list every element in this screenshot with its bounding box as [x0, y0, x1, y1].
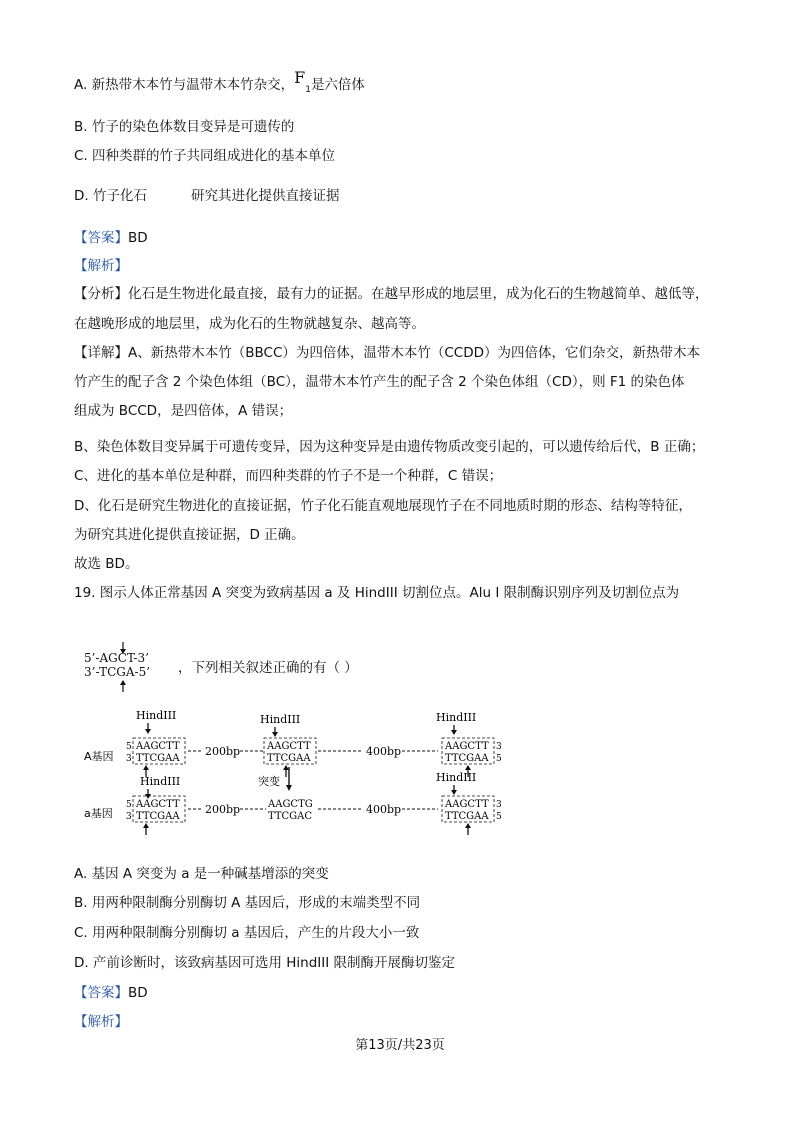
- q18-analysis-label: 【解析】: [74, 258, 128, 274]
- fenxi-text-1: 化石是生物进化最直接，最有力的证据。在越早形成的地层里，成为化石的生物越简单、越低等，: [128, 286, 709, 302]
- cut-arrow-b1-bottom: [143, 823, 149, 828]
- q18-fenxi-line-2: 在越晚形成的地层里，成为化石的生物就越复杂、越高等。: [74, 316, 425, 332]
- three-prime-b-right: 3: [496, 800, 502, 810]
- bp200-b: 200bp: [205, 803, 241, 816]
- q18-option-a: [74, 68, 365, 97]
- five-prime-b-right: 5: [496, 812, 502, 822]
- q18-detail-line-3: 组成为 BCCD，是四倍体，A 错误；: [74, 403, 293, 419]
- q18-option-a-tail: 是六倍体: [310, 77, 365, 93]
- q18-option-d-text: D. 竹子化石: [74, 188, 147, 204]
- seq-a1-top: AAGCTT: [136, 741, 180, 752]
- seq-b1-top: AAGCTT: [136, 799, 180, 810]
- page-footer: 第13页/共23页: [355, 1038, 445, 1053]
- f1-subscript: 1: [305, 85, 311, 95]
- f1-symbol: F: [294, 68, 306, 87]
- cut-arrow-a3: [451, 730, 457, 735]
- seq-a1-bottom: TTCGAA: [136, 753, 180, 764]
- seq-a3-bottom: TTCGAA: [445, 753, 489, 764]
- three-prime-b: 3: [126, 812, 132, 822]
- mut-seq-bottom: TTCGAC: [268, 811, 313, 822]
- q18-detail-line-1: [74, 343, 700, 363]
- mutation-label: 突变: [258, 775, 280, 788]
- alu-seq-bottom: 3’-TCGA-5’: [84, 665, 151, 679]
- gene-A-label: A基因: [84, 750, 114, 763]
- cut-arrow-a2-bottom: [283, 765, 289, 770]
- five-prime-b: 5: [126, 800, 132, 810]
- q19-stem: 19. 图示人体正常基因 A 突变为致病基因 a 及 HindIII 切割位点。Alu I 限制酶识别序列及切割位点为: [74, 585, 680, 601]
- q18-answer: [74, 228, 148, 248]
- hind-label-b1: HindIII: [140, 775, 181, 788]
- three-prime-a-right: 3: [496, 742, 502, 752]
- seq-b3-bottom: TTCGAA: [445, 811, 489, 822]
- gene-a-label: a基因: [84, 807, 113, 820]
- bp400-a: 400bp: [366, 745, 402, 758]
- hind-label-a2: HindIII: [260, 713, 301, 726]
- cut-arrow-b3-bottom: [465, 823, 471, 828]
- q18-option-d: [74, 186, 339, 206]
- hind-label-a3: HindIII: [436, 711, 477, 724]
- seq-a2-bottom: TTCGAA: [267, 753, 311, 764]
- q18-detail-line-8: 故选 BD。: [74, 556, 139, 572]
- five-prime-a: 5: [126, 742, 132, 752]
- q18-detail-line-7: 为研究其进化提供直接证据，D 正确。: [74, 527, 305, 543]
- cut-arrowhead-bottom: [120, 680, 126, 685]
- q19-option-c: C. 用两种限制酶分别酶切 a 基因后，产生的片段大小一致: [74, 925, 420, 941]
- q19-analysis-label: 【解析】: [74, 1014, 128, 1030]
- q19-answer: [74, 983, 148, 1003]
- seq-b1-bottom: TTCGAA: [136, 811, 180, 822]
- gene-mutation-diagram: [80, 705, 520, 845]
- q18-option-d-tail: 研究其进化提供直接证据: [190, 188, 340, 204]
- q18-detail-line-6: D、化石是研究生物进化的直接证据，竹子化石能直观地展现竹子在不同地质时期的形态、结构等特征，: [74, 498, 692, 514]
- three-prime-a: 3: [126, 754, 132, 764]
- bp200-a: 200bp: [205, 745, 241, 758]
- q18-detail-line-5: C、进化的基本单位是种群，而四种类群的竹子不是一个种群，C 错误；: [74, 468, 503, 484]
- q18-detail-line-2: 竹产生的配子含 2 个染色体组（BC），温带木本竹产生的配子含 2 个染色体组（CD），则 F1 的染色体: [74, 374, 685, 390]
- cut-arrow-a2: [272, 732, 278, 737]
- five-prime-a-right: 5: [496, 754, 502, 764]
- cut-arrow-a1: [145, 729, 151, 734]
- answer-value: BD: [128, 985, 148, 1001]
- cut-arrow-a1-bottom: [143, 765, 149, 770]
- fenxi-label: 【分析】: [74, 286, 128, 302]
- mutation-arrow: [286, 785, 292, 791]
- hind-label-a1: HindIII: [136, 709, 177, 722]
- q19-stem-tail: ，下列相关叙述正确的有（ ）: [178, 660, 358, 676]
- q19-option-d: D. 产前诊断时，该致病基因可选用 HindIII 限制酶开展酶切鉴定: [74, 955, 456, 971]
- cut-arrow-a3-bottom: [465, 765, 471, 770]
- hind-label-b3: HindIII: [436, 771, 477, 784]
- seq-a2-top: AAGCTT: [267, 741, 311, 752]
- cut-arrow-b3: [451, 790, 457, 795]
- q19-option-a: A. 基因 A 突变为 a 是一种碱基增添的突变: [74, 866, 329, 882]
- mut-seq-top: AAGCTG: [268, 799, 313, 810]
- detail-label: 【详解】: [74, 345, 128, 361]
- alu-seq-top: 5’-AGCT-3’: [84, 651, 149, 665]
- q18-detail-line-4: B、染色体数目变异属于可遗传变异，因为这种变异是由遗传物质改变引起的，可以遗传给后代，B 正确；: [74, 439, 705, 455]
- answer-label: 【答案】: [74, 985, 128, 1001]
- detail-text-1: A、新热带木本竹（BBCC）为四倍体，温带木本竹（CCDD）为四倍体，它们杂交，新热带木本: [128, 345, 701, 361]
- seq-b3-top: AAGCTT: [445, 799, 489, 810]
- q18-fenxi-line-1: [74, 284, 709, 304]
- q18-option-a-text: A. 新热带木本竹与温带木本竹杂交，: [74, 77, 295, 93]
- seq-a3-top: AAGCTT: [445, 741, 489, 752]
- answer-label: 【答案】: [74, 230, 128, 246]
- q19-option-b: B. 用两种限制酶分别酶切 A 基因后，形成的末端类型不同: [74, 895, 421, 911]
- q18-option-c: C. 四种类群的竹子共同组成进化的基本单位: [74, 148, 336, 164]
- answer-value: BD: [128, 230, 148, 246]
- bp400-b: 400bp: [366, 803, 402, 816]
- q18-option-b: B. 竹子的染色体数目变异是可遗传的: [74, 119, 295, 135]
